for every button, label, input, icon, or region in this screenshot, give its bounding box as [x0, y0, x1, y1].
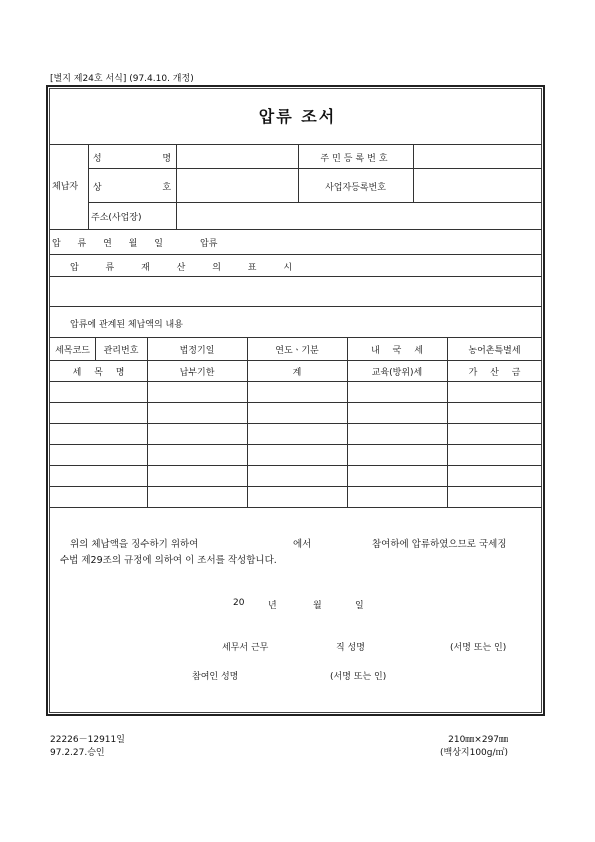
divider — [50, 465, 542, 466]
col-rural-tax: 농어촌특별세 — [468, 346, 521, 356]
seized-property-label: 압 류 재 산 의 표 시 — [70, 263, 293, 273]
divider — [50, 423, 542, 424]
col-year-period: 연도ㆍ기분 — [275, 346, 319, 356]
divider — [88, 202, 542, 203]
divider — [176, 144, 177, 229]
col-due-date: 납부기한 — [179, 368, 215, 378]
divider — [50, 507, 542, 508]
tax-office-label: 세무서 근무 — [222, 643, 269, 653]
debtor-section-label: 체납자 — [52, 182, 79, 192]
official-name-label: 직 성명 — [336, 643, 365, 653]
date-day: 일 — [355, 601, 364, 611]
divider — [50, 306, 542, 307]
statement-line1-a: 위의 체납액을 징수하기 위하여 — [70, 539, 199, 550]
business-name-label: 상 호 — [92, 183, 172, 193]
seizure-date-suffix: 압류 — [200, 239, 218, 249]
col-education-tax: 교육(방위)세 — [371, 368, 423, 378]
divider — [50, 337, 542, 338]
divider — [50, 444, 542, 445]
col-penalty: 가 산 금 — [468, 368, 521, 378]
statement-line1-c: 참여하에 압류하였으므로 국세징 — [372, 539, 507, 550]
page-title: 압류 조서 — [258, 107, 337, 126]
col-management-no: 관리번호 — [103, 346, 139, 356]
approval-number: 22226－12911일 97.2.27.승인 — [50, 735, 125, 758]
divider — [50, 229, 542, 230]
name-label: 성 명 — [92, 154, 172, 164]
paper-spec: 210㎜×297㎜ (백상지100g/㎡) — [440, 735, 509, 758]
divider — [50, 360, 542, 361]
date-month: 월 — [313, 601, 322, 611]
resident-number-label: 주민등록번호 — [320, 154, 391, 164]
divider — [50, 402, 542, 403]
divider — [50, 276, 542, 277]
divider — [347, 337, 348, 507]
related-tax-label: 압류에 관계된 체납액의 내용 — [70, 320, 183, 330]
statement-line2: 수법 제29조의 규정에 의하여 이 조서를 작성합니다. — [60, 555, 277, 566]
divider — [50, 486, 542, 487]
form-number-note: [별지 제24호 서식] (97.4.10. 개정) — [50, 74, 194, 84]
divider — [50, 254, 542, 255]
signature-label-1: (서명 또는 인) — [450, 643, 507, 653]
col-tax-code: 세목코드 — [55, 346, 90, 356]
divider — [447, 337, 448, 507]
divider — [413, 144, 414, 202]
date-year-prefix: 20 — [233, 598, 245, 608]
divider — [247, 337, 248, 507]
col-statutory-date: 법정기일 — [179, 346, 215, 356]
business-registration-label: 사업자등록번호 — [325, 183, 386, 193]
statement-line1-b: 에서 — [293, 539, 312, 550]
address-label: 주소(사업장) — [91, 213, 142, 223]
divider — [88, 168, 542, 169]
date-year: 년 — [268, 601, 277, 611]
divider — [147, 337, 148, 507]
col-tax-name: 세 목 명 — [72, 368, 125, 378]
divider — [50, 381, 542, 382]
divider — [50, 144, 542, 145]
witness-name-label: 참여인 성명 — [192, 672, 239, 682]
signature-label-2: (서명 또는 인) — [330, 672, 387, 682]
col-domestic-tax: 내 국 세 — [371, 346, 423, 356]
seizure-date-label: 압 류 연 월 일 — [52, 239, 163, 249]
col-total: 계 — [292, 368, 302, 378]
